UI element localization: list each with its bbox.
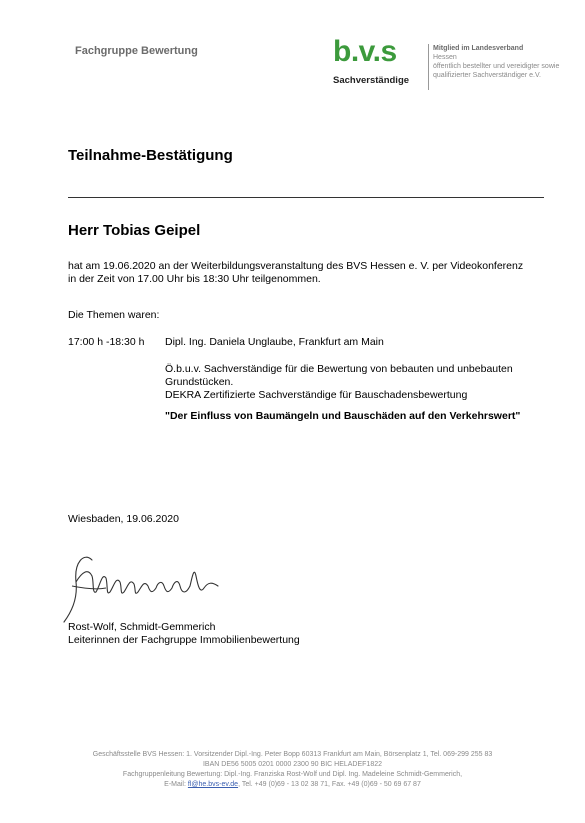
qualification-line: DEKRA Zertifizierte Sachverständige für Bauschadensbewertung [165, 389, 468, 401]
time-slot: 17:00 h -18:30 h [68, 336, 145, 348]
membership-line: Hessen [433, 54, 457, 61]
qualification-line: Grundstücken. [165, 376, 234, 388]
signers-names: Rost-Wolf, Schmidt-Gemmerich [68, 621, 216, 633]
recipient-name: Herr Tobias Geipel [68, 222, 201, 239]
qualification-line: Ö.b.u.v. Sachverständige für die Bewertung von bebauten und unbebauten [165, 363, 513, 375]
footer [40, 750, 545, 790]
speaker-name: Dipl. Ing. Daniela Unglaube, Frankfurt am Main [165, 336, 384, 348]
intro-line: in der Zeit von 17.00 Uhr bis 18:30 Uhr teilgenommen. [68, 273, 321, 285]
document-title: Teilnahme-Bestätigung [68, 147, 233, 164]
footer-leadership: Fachgruppenleitung Bewertung: Dipl.-Ing. Franziska Rost-Wolf und Dipl. Ing. Madeleine Schmidt-Gemmerich, [122, 771, 463, 778]
themes-label: Die Themen waren: [68, 309, 160, 321]
footer-email-prefix: E-Mail: [164, 781, 188, 788]
header-group-label: Fachgruppe Bewertung [75, 45, 198, 57]
topic-title: "Der Einfluss von Baumängeln und Bauschäden auf den Verkehrswert" [165, 410, 521, 422]
title-divider [68, 197, 544, 198]
place-date: Wiesbaden, 19.06.2020 [68, 513, 179, 525]
logo-divider [428, 44, 429, 90]
intro-line: hat am 19.06.2020 an der Weiterbildungsveranstaltung des BVS Hessen e. V. per Videokonferenz [68, 260, 524, 272]
membership-line: qualifizierter Sachverständiger e.V. [433, 72, 541, 79]
speaker-qualifications [165, 363, 555, 402]
footer-address: Geschäftsstelle BVS Hessen: 1. Vorsitzender Dipl.-Ing. Peter Bopp 60313 Frankfurt am Main, Börsenplatz 1, Tel. 069-299 255 83 [92, 751, 493, 758]
intro-paragraph [68, 260, 548, 286]
membership-title: Mitglied im Landesverband [433, 45, 524, 52]
signers [68, 621, 300, 647]
footer-bank: IBAN DE56 5005 0201 0000 2300 90 BIC HELADEF1822 [202, 761, 382, 768]
footer-phone-fax: , Tel. +49 (0)69 - 13 02 38 71, Fax. +49 (0)69 - 50 69 67 87 [238, 781, 421, 788]
signers-role: Leiterinnen der Fachgruppe Immobilienbewertung [68, 634, 300, 646]
footer-email-link[interactable]: fl@he.bvs-ev.de [187, 781, 239, 788]
footer-contact [40, 780, 545, 790]
membership-note [433, 44, 583, 80]
bvs-logo [333, 35, 425, 86]
logo-subtitle: Sachverständige [333, 75, 410, 86]
signature [62, 542, 222, 624]
membership-line: öffentlich bestellter und vereidigter sowie [433, 63, 560, 70]
logo-wordmark: b.v.s [333, 35, 397, 68]
